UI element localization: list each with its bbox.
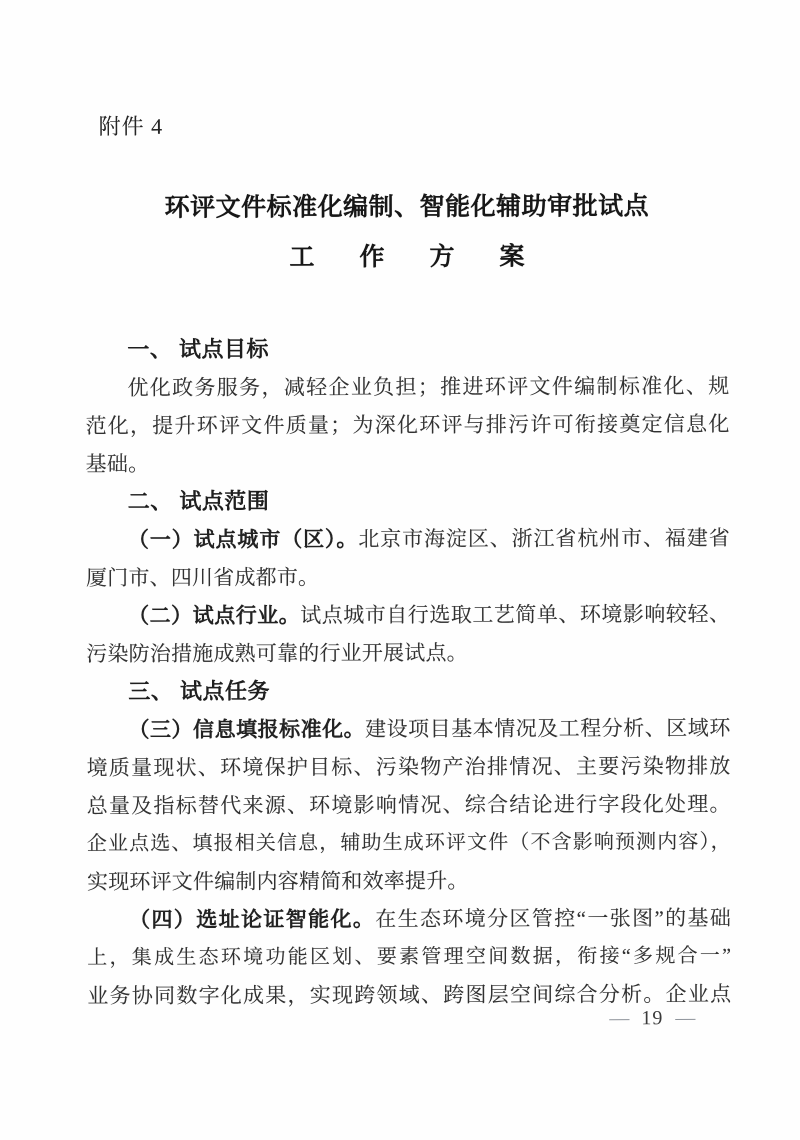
paragraph-text: 北京市海淀区、浙江省杭州市、福建省 (358, 525, 730, 552)
page-number-right-dash: — (675, 1007, 696, 1030)
paragraph-line: 业务协同数字化成果，实现跨领域、跨图层空间综合分析。企业点 (87, 981, 732, 1008)
paragraph-lead: （一）试点城市（区）。 (127, 527, 359, 552)
paragraph-line: 基础。 (85, 451, 150, 476)
paragraph-line (86, 519, 730, 559)
paragraph-text: 在生态环境分区管控“一张图”的基础 (375, 905, 732, 932)
paragraph-lead: （三）信息填报标准化。 (128, 717, 366, 742)
paragraph-line: 境质量现状、环境保护目标、污染物产治排情况、主要污染物排放 (86, 753, 731, 780)
paragraph-lead: （四）选址论证智能化。 (129, 907, 376, 932)
paragraph-line (86, 595, 730, 635)
section-heading-3: 三、 试点任务 (128, 678, 271, 704)
paragraph-line (86, 709, 730, 749)
page-footer (609, 1005, 695, 1031)
section-heading-2: 二、 试点范围 (127, 488, 270, 514)
paragraph-line: 上，集成生态环境功能区划、要素管理空间数据，衔接“多规合一” (87, 944, 732, 969)
paragraph-line: 总量及指标替代来源、环境影响情况、综合结论进行字段化处理。 (86, 791, 731, 818)
paragraph-line: 实现环评文件编制内容精简和效率提升。 (86, 868, 469, 894)
paragraph-line (87, 899, 731, 939)
page-number-left-dash: — (609, 1007, 630, 1030)
attachment-label: 附件 4 (98, 113, 164, 139)
paragraph-text: 试点城市自行选取工艺简单、环境影响较轻、 (300, 601, 731, 628)
paragraph-line: 范化，提升环评文件质量；为深化环评与排污许可衔接奠定信息化 (85, 411, 730, 438)
paragraph-line: 厦门市、四川省成都市。 (85, 565, 320, 590)
document-title-line-2: 工 作 方 案 (289, 243, 535, 272)
paragraph-line: 优化政务服务，减轻企业负担；推进环评文件编制标准化、规 (127, 373, 730, 400)
document-title (85, 189, 729, 277)
paragraph-line: 企业点选、填报相关信息，辅助生成环评文件（不含影响预测内容）， (86, 830, 731, 855)
document-title-line-1: 环评文件标准化编制、智能化辅助审批试点 (164, 193, 650, 222)
section-heading-1: 一、 试点目标 (127, 336, 269, 362)
paragraph-text: 建设项目基本情况及工程分析、区域环 (365, 715, 731, 742)
paragraph-lead: （二）试点行业。 (128, 603, 301, 628)
page-number: 19 (641, 1007, 664, 1030)
document-body (85, 329, 731, 1015)
paragraph-line: 污染防治措施成熟可靠的行业开展试点。 (86, 640, 468, 666)
